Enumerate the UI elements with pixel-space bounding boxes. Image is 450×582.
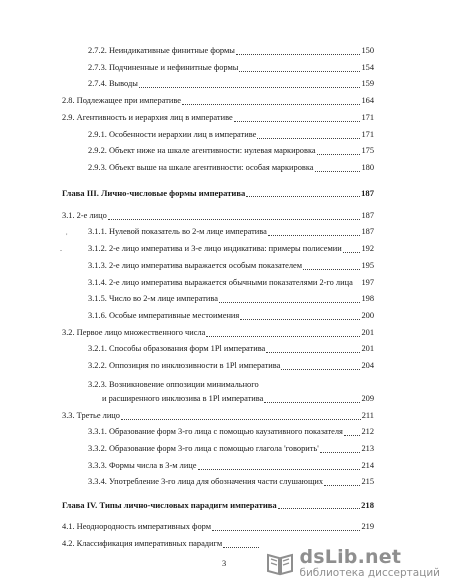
toc-entry — [62, 328, 374, 338]
toc-leader — [354, 280, 361, 287]
toc-leader — [206, 329, 360, 337]
toc-leader — [223, 540, 259, 548]
toc-leader — [344, 428, 361, 436]
toc-entry — [88, 278, 374, 288]
toc-chapter-entry — [62, 500, 374, 510]
toc-entry-title: Глава III. Лично-числовые формы императива — [62, 188, 246, 198]
scan-mark: , — [66, 230, 68, 236]
toc-leader — [139, 80, 361, 88]
toc-leader — [264, 395, 360, 403]
toc-entry-title: 3.3.3. Формы числа в 3-м лице — [88, 461, 197, 470]
toc-entry-title: Глава IV. Типы лично-числовых парадигм императива — [62, 500, 277, 510]
toc-leader — [182, 97, 360, 105]
toc-entry-title: 2.9.2. Объект ниже на шкале агентивности: нулевая маркировка — [88, 146, 316, 155]
toc-entry — [88, 63, 374, 73]
toc-entry-title: 2.9.3. Объект выше на шкале агентивности: особая маркировка — [88, 163, 314, 172]
toc-entry-title: 2.7.3. Подчиненные и нефинитные формы — [88, 63, 239, 72]
toc-entry-page: 201 — [361, 344, 374, 353]
toc-entry-page: 171 — [361, 113, 374, 122]
toc-entry — [88, 146, 374, 156]
toc-entry-title: 3.2.1. Способы образования форм 1Pl императива — [88, 344, 266, 353]
toc-entry-page: 218 — [361, 500, 374, 510]
toc-leader — [219, 295, 361, 303]
toc-entry-title: 2.8. Подлежащее при императиве — [62, 96, 181, 105]
scan-mark: - — [60, 248, 62, 254]
toc-entry-page: 209 — [361, 394, 374, 403]
watermark-subtitle: библиотека диссертаций — [299, 566, 440, 579]
toc-entry — [88, 130, 374, 140]
toc-entry — [62, 539, 260, 549]
toc-entry-title: 2.9. Агентивность и иерархия лиц в императиве — [62, 113, 233, 122]
toc-entry-page: 197 — [361, 278, 374, 287]
toc-entry-page: 164 — [361, 96, 374, 105]
toc-entry-title: 4.2. Классификация императивных парадигм — [62, 539, 223, 548]
toc-entry — [62, 96, 374, 106]
toc-leader — [260, 382, 373, 389]
toc-leader — [320, 445, 361, 453]
toc-entry — [62, 522, 374, 532]
page-number: 3 — [222, 559, 227, 568]
watermark — [265, 545, 440, 579]
toc-entry-page: 171 — [361, 130, 374, 139]
toc-entry — [88, 444, 374, 454]
toc-entry-page: 214 — [361, 461, 374, 470]
toc-entry — [88, 427, 374, 437]
toc-entry-title: 3.1.3. 2-е лицо императива выражается особым показателем — [88, 261, 303, 270]
toc-entry-title: 2.7.4. Выводы — [88, 79, 138, 88]
toc-entry — [88, 477, 374, 487]
toc-leader — [236, 47, 361, 55]
toc-entry-title: 3.1.1. Нулевой показатель во 2-м лице императива — [88, 227, 267, 236]
toc-entry — [88, 163, 374, 173]
toc-entry — [88, 261, 374, 271]
toc-leader — [281, 362, 360, 370]
toc-entry-title: 2.9.1. Особенности иерархии лиц в императиве — [88, 130, 257, 139]
toc-entry — [88, 294, 374, 304]
toc-entry-title: 3.2.3. Возникновение оппозиции минимального — [88, 380, 259, 389]
toc-entry-page: 204 — [361, 361, 374, 370]
toc-entry — [88, 361, 374, 371]
toc-leader — [212, 523, 360, 531]
toc-entry-page: 195 — [361, 261, 374, 270]
toc-leader — [240, 312, 360, 320]
toc-entry — [88, 344, 374, 354]
toc-entry-page: 159 — [361, 79, 374, 88]
toc-entry-title: 3.1.4. 2-е лицо императива выражается обычными показателями 2-го лица — [88, 278, 353, 287]
toc-entry-page: 192 — [361, 244, 374, 253]
toc-entry-page: 175 — [361, 146, 374, 155]
toc-entry-page: 213 — [361, 444, 374, 453]
book-logo-icon — [265, 549, 295, 577]
toc-entry-title: и расширенного инклюзива в 1Pl императива — [102, 394, 264, 403]
toc-leader — [315, 164, 361, 172]
toc-entry-page: 212 — [361, 427, 374, 436]
toc-leader — [303, 262, 360, 270]
toc-entry-continuation — [102, 394, 374, 404]
toc-entry — [88, 311, 374, 321]
toc-entry-title: 3.3.1. Образование форм 3-го лица с помощью каузативного показателя — [88, 427, 343, 436]
toc-leader — [108, 212, 361, 220]
toc-leader — [239, 64, 360, 72]
toc-leader — [268, 228, 361, 236]
toc-entry-title: 3.1.6. Особые императивные местоимения — [88, 311, 240, 320]
toc-entry-page: 154 — [361, 63, 374, 72]
toc-entry-title: 3.3.2. Образование форм 3-го лица с помощью глагола 'говорить' — [88, 444, 319, 453]
toc-entry-title: 3.3.4. Употребление 3-го лица для обозначения части слушающих — [88, 477, 324, 486]
toc-entry — [88, 227, 374, 237]
toc-entry-title: 4.1. Неоднородность императивных форм — [62, 522, 211, 531]
toc-entry — [88, 79, 374, 89]
toc-entry-title: 3.1.2. 2-е лицо императива и 3-е лицо индикатива: примеры полисемии — [88, 244, 342, 253]
toc-entry — [62, 211, 374, 221]
toc-leader — [317, 147, 361, 155]
toc-entry — [62, 113, 374, 123]
toc-leader — [234, 114, 361, 122]
toc-entry-page: 201 — [361, 328, 374, 337]
toc-entry-title: 3.3. Третье лицо — [62, 411, 120, 420]
toc-entry-page: 187 — [361, 211, 374, 220]
toc-entry — [62, 411, 374, 421]
toc-entry-title: 3.1. 2-е лицо — [62, 211, 107, 220]
toc-entry-page: 200 — [361, 311, 374, 320]
toc-leader — [278, 501, 360, 509]
toc-leader — [246, 189, 360, 197]
toc-entry — [88, 244, 374, 254]
toc-entry-page: 219 — [361, 522, 374, 531]
toc-entry-page: 180 — [361, 163, 374, 172]
toc-entry-title: 3.2. Первое лицо множественного числа — [62, 328, 206, 337]
toc-entry — [88, 461, 374, 471]
toc-entry-title: 3.2.2. Оппозиция по инклюзивности в 1Pl императива — [88, 361, 281, 370]
toc-entry-title: 3.1.5. Число во 2-м лице императива — [88, 294, 218, 303]
toc-entry-page: 211 — [361, 411, 374, 420]
toc-entry — [88, 46, 374, 56]
toc-leader — [266, 345, 360, 353]
toc-leader — [324, 478, 360, 486]
toc-entry-page: 187 — [361, 227, 374, 236]
toc-entry-page: 150 — [361, 46, 374, 55]
toc-leader — [343, 245, 361, 253]
toc-entry — [88, 380, 374, 390]
toc-leader — [121, 412, 361, 420]
toc-entry-page: 198 — [361, 294, 374, 303]
toc-chapter-entry — [62, 188, 374, 198]
watermark-brand: dsLib.net — [299, 545, 402, 568]
toc-leader — [198, 462, 361, 470]
toc-entry-page: 215 — [361, 477, 374, 486]
toc-leader — [257, 131, 360, 139]
toc-entry-title: 2.7.2. Неиндикативные финитные формы — [88, 46, 235, 55]
toc-entry-page: 187 — [361, 188, 374, 198]
